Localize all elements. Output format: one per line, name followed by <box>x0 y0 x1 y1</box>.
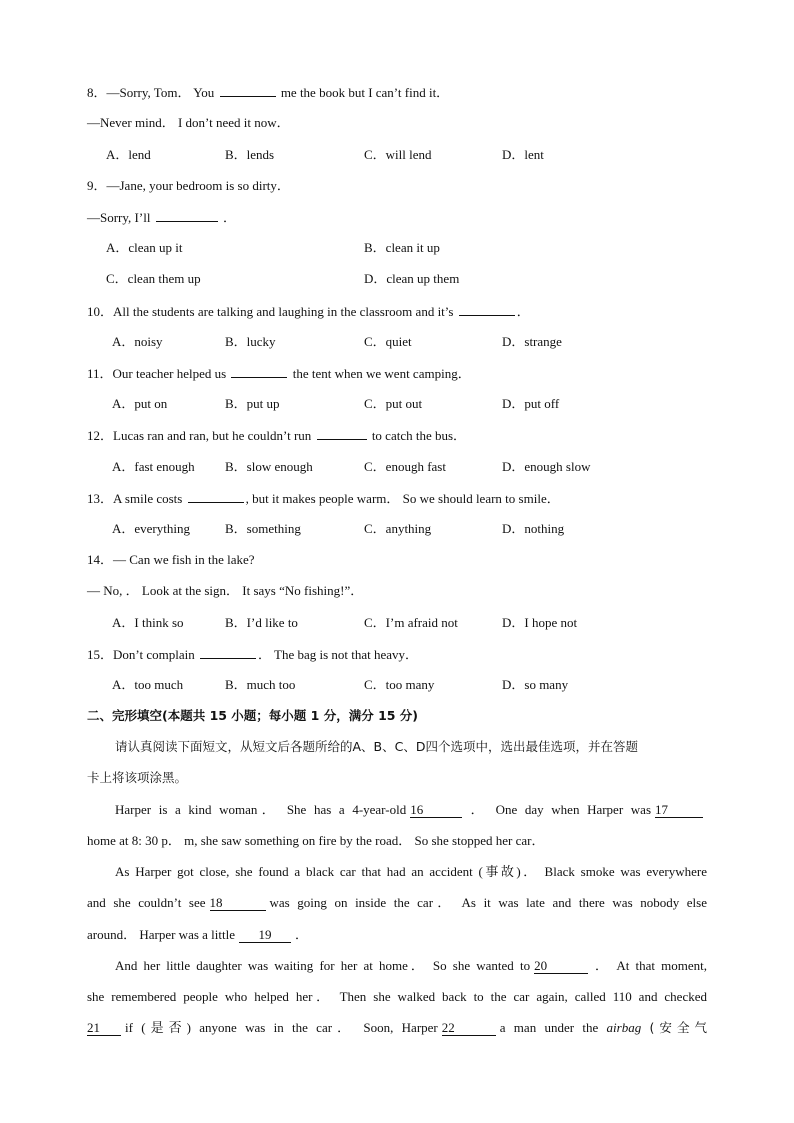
blank-17[interactable]: 17 <box>655 803 703 818</box>
option-d[interactable]: D．put off <box>502 396 560 411</box>
option-a[interactable]: A．too much <box>112 677 184 692</box>
question-10-stem: 10．All the students are talking and laughing in the classroom and it’s ． <box>87 304 530 319</box>
answer-blank <box>156 209 218 222</box>
question-11-stem: 11．Our teacher helped us the tent when we went camping． <box>87 366 471 381</box>
option-a[interactable]: A．noisy <box>112 334 163 349</box>
option-d[interactable]: D．clean up them <box>364 271 460 286</box>
passage-line: 21 if (是否) anyone was in the car． Soon, Harper 22 a man under the airbag (安全气 <box>87 1020 707 1035</box>
option-a[interactable]: A．clean up it <box>106 240 183 255</box>
question-8-options <box>0 147 794 163</box>
question-9-stem: 9．—Jane, your bedroom is so dirty． <box>87 178 290 193</box>
option-c[interactable]: C．will lend <box>364 147 432 162</box>
answer-blank <box>200 646 256 659</box>
question-10-options <box>0 334 794 350</box>
option-c[interactable]: C．too many <box>364 677 435 692</box>
section-instruction-line1: 请认真阅读下面短文，从短文后各题所给的A、B、C、D四个选项中，选出最佳选项，并在答题 <box>115 739 638 754</box>
option-a[interactable]: A．fast enough <box>112 459 195 474</box>
option-a[interactable]: A．lend <box>106 147 151 162</box>
question-15-stem: 15．Don’t complain ． The bag is not that heavy． <box>87 647 419 662</box>
question-14-options <box>0 615 794 631</box>
airbag-term: airbag <box>606 1020 642 1035</box>
blank-21[interactable]: 21 <box>87 1021 121 1036</box>
answer-blank <box>317 427 367 440</box>
question-9-options-row1 <box>0 240 794 256</box>
passage-line: As Harper got close, she found a black car that had an accident (事故)． Black smoke was everywhere <box>115 864 707 879</box>
blank-20[interactable]: 20 <box>534 959 588 974</box>
passage-line: home at 8: 30 p． m, she saw something on fire by the road． So she stopped her car． <box>87 833 545 848</box>
question-12-options <box>0 459 794 475</box>
option-b[interactable]: B．lucky <box>225 334 276 349</box>
blank-19[interactable]: 19 <box>239 928 291 943</box>
passage-line: and she couldn’t see 18 was going on inside the car． As it was late and there was nobody else <box>87 895 707 910</box>
question-9-options-row2 <box>0 271 794 287</box>
option-b[interactable]: B．I’d like to <box>225 615 298 630</box>
option-d[interactable]: D．nothing <box>502 521 565 536</box>
passage-line: Harper is a kind woman． She has a 4-year-old 16 ． One day when Harper was 17 <box>115 802 707 818</box>
question-15-options <box>0 677 794 693</box>
option-a[interactable]: A．I think so <box>112 615 184 630</box>
blank-22[interactable]: 22 <box>442 1021 496 1036</box>
passage-line: And her little daughter was waiting for her at home． So she wanted to 20 ． At that moment, <box>115 958 707 973</box>
section-instruction-line2: 卡上将该项涂黑。 <box>87 770 188 785</box>
answer-blank <box>459 303 515 316</box>
option-c[interactable]: C．quiet <box>364 334 412 349</box>
option-b[interactable]: B．lends <box>225 147 275 162</box>
option-b[interactable]: B．clean it up <box>364 240 440 255</box>
question-9-reply: —Sorry, I’ll ． <box>87 210 236 225</box>
option-c[interactable]: C．put out <box>364 396 423 411</box>
section-title: 二、完形填空(本题共 15 小题；每小题 1 分，满分 15 分) <box>87 708 419 723</box>
option-b[interactable]: B．something <box>225 521 301 536</box>
answer-blank <box>220 84 276 97</box>
option-b[interactable]: B．slow enough <box>225 459 313 474</box>
answer-blank <box>188 490 244 503</box>
passage-line: around． Harper was a little 19 ． <box>87 927 309 942</box>
blank-16[interactable]: 16 <box>410 803 462 818</box>
question-13-stem: 13．A smile costs , but it makes people warm． So we should learn to smile． <box>87 491 560 506</box>
option-d[interactable]: D．strange <box>502 334 562 349</box>
option-d[interactable]: D．enough slow <box>502 459 591 474</box>
option-b[interactable]: B．much too <box>225 677 296 692</box>
question-8-stem: 8．—Sorry, Tom． You me the book but I can’t find it． <box>87 85 450 100</box>
option-d[interactable]: D．lent <box>502 147 544 162</box>
option-c[interactable]: C．anything <box>364 521 432 536</box>
question-11-options <box>0 396 794 412</box>
question-14-reply: — No, ． Look at the sign． It says “No fishing!”． <box>87 583 364 598</box>
answer-blank <box>231 365 287 378</box>
question-12-stem: 12．Lucas ran and ran, but he couldn’t run to catch the bus． <box>87 428 467 443</box>
question-8-reply: —Never mind． I don’t need it now． <box>87 115 290 130</box>
blank-18[interactable]: 18 <box>210 896 266 911</box>
option-c[interactable]: C．I’m afraid not <box>364 615 458 630</box>
option-d[interactable]: D．I hope not <box>502 615 578 630</box>
option-a[interactable]: A．everything <box>112 521 190 536</box>
option-c[interactable]: C．enough fast <box>364 459 446 474</box>
question-13-options <box>0 521 794 537</box>
option-b[interactable]: B．put up <box>225 396 280 411</box>
option-a[interactable]: A．put on <box>112 396 168 411</box>
option-c[interactable]: C．clean them up <box>106 271 201 286</box>
question-14-stem: 14．— Can we fish in the lake? <box>87 552 255 567</box>
option-d[interactable]: D．so many <box>502 677 569 692</box>
passage-line: she remembered people who helped her． Then she walked back to the car again, called 110 and checked <box>87 989 707 1004</box>
